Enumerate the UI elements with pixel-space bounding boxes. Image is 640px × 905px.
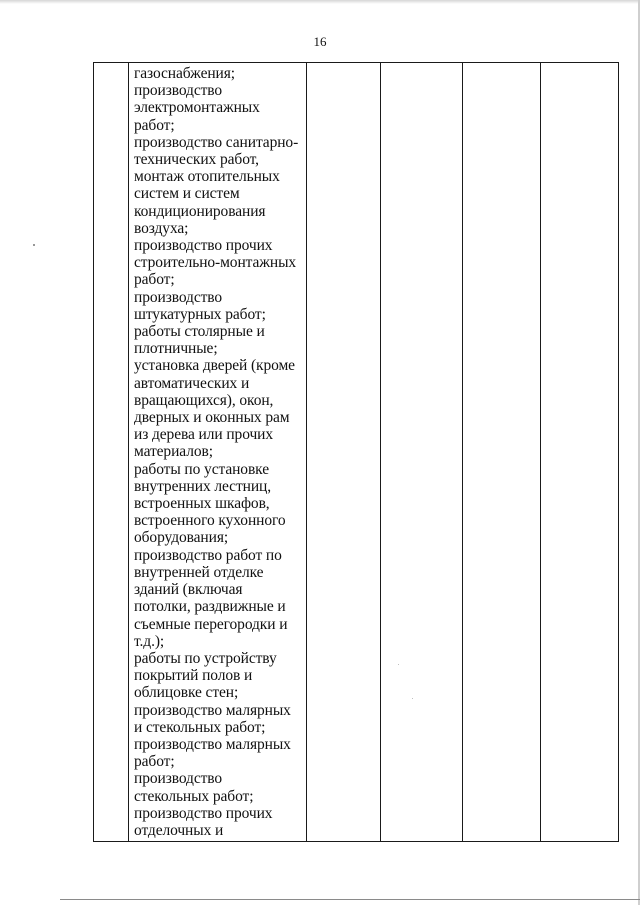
activity-line: воздуха; xyxy=(134,219,189,237)
page-number: 16 xyxy=(313,34,327,49)
activity-line: кондиционирования xyxy=(134,202,266,220)
activity-line: из дерева или прочих xyxy=(134,426,273,444)
activity-line: работы столярные и xyxy=(134,323,265,341)
activity-line: производство xyxy=(134,288,223,306)
scan-speck xyxy=(398,664,399,665)
activity-line: производство малярных xyxy=(134,701,291,719)
activity-line: съемные перегородки и xyxy=(134,615,288,633)
activity-line: внутренней отделке xyxy=(134,563,264,581)
activity-line: покрытий полов и xyxy=(134,667,253,685)
activity-line: зданий (включая xyxy=(134,581,243,599)
column-divider xyxy=(462,63,463,841)
scan-speck xyxy=(412,698,413,699)
activity-line: потолки, раздвижные и xyxy=(134,598,286,616)
activity-line: производство xyxy=(134,770,223,788)
activity-line: т.д.); xyxy=(134,632,165,650)
activity-line: вращающихся), окон, xyxy=(134,391,274,409)
activity-line: производство малярных xyxy=(134,735,291,753)
activity-line: монтаж отопительных xyxy=(134,168,280,186)
activity-line: материалов; xyxy=(134,443,213,461)
activity-line: штукатурных работ; xyxy=(134,305,266,323)
activity-line: производство прочих xyxy=(134,237,273,255)
activity-line: производство xyxy=(134,82,223,100)
activity-line: встроенного кухонного xyxy=(134,512,286,530)
activity-line: внутренних лестниц, xyxy=(134,477,271,495)
activity-line: встроенных шкафов, xyxy=(134,495,270,513)
scan-speck xyxy=(33,244,35,246)
activity-line: облицовке стен; xyxy=(134,684,239,702)
activity-line: систем и систем xyxy=(134,185,240,203)
column-divider xyxy=(540,63,541,841)
activity-line: работы по установке xyxy=(134,460,270,478)
activity-line: работ; xyxy=(134,116,175,134)
activity-line: установка дверей (кроме xyxy=(134,357,295,375)
activity-line: плотничные; xyxy=(134,340,218,358)
activity-line: работ; xyxy=(134,271,175,289)
activity-line: производство работ по xyxy=(134,546,282,564)
activity-line: автоматических и xyxy=(134,374,250,392)
activity-line: стекольных работ; xyxy=(134,787,254,805)
activity-line: электромонтажных xyxy=(134,99,260,117)
activity-line: дверных и оконных рам xyxy=(134,409,290,427)
activity-table xyxy=(93,62,619,842)
activity-line: технических работ, xyxy=(134,151,259,169)
scan-edge xyxy=(60,899,640,900)
activity-line: работ; xyxy=(134,753,175,771)
activity-line: производство прочих xyxy=(134,804,273,822)
column-divider xyxy=(380,63,381,841)
activity-line: работы по устройству xyxy=(134,649,277,667)
activity-line: отделочных и xyxy=(134,821,224,839)
activity-line: газоснабжения; xyxy=(134,65,235,82)
activity-line: и стекольных работ; xyxy=(134,718,266,736)
activity-list-cell xyxy=(134,65,308,839)
column-divider xyxy=(128,63,129,841)
activity-line: оборудования; xyxy=(134,529,229,547)
activity-line: производство санитарно- xyxy=(134,133,299,151)
activity-line: строительно-монтажных xyxy=(134,254,297,272)
scan-edge xyxy=(0,0,640,4)
